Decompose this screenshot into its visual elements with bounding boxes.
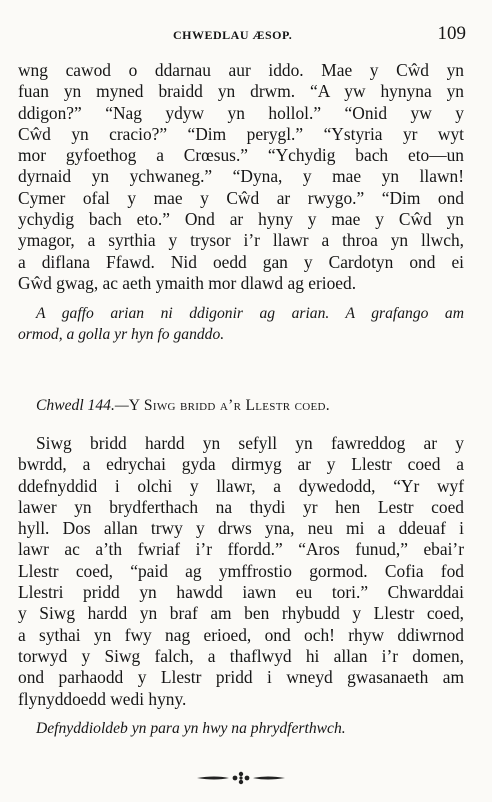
text-line: torwyd y Siwg falch, a thaflwyd hi allan i’r domen, <box>18 645 464 666</box>
text-line: Llestri pridd yn hawdd iawn eu tori.” Chwarddai <box>18 582 464 603</box>
text-line: y Siwg hardd yn braf am ben rhybudd y Llestr coed, <box>18 603 464 624</box>
text-line: mor gyfoethog a Crœsus.” “Ychydig bach eto—un <box>18 145 464 166</box>
ornament-divider <box>195 769 287 787</box>
text-line: ond parhaodd y Llestr pridd i wneyd gwasanaeth am <box>18 667 464 688</box>
text-line: ddefnyddid i olchi y llawr, a dywedodd, “Yr wyf <box>18 475 464 496</box>
running-title: CHWEDLAU ÆSOP. <box>173 28 293 42</box>
text-line: Cymer ofal y mae y Cŵd ar rwygo.” “Dim ond <box>18 187 464 208</box>
fable-name: Y Siwg bridd a’r Llestr coed. <box>128 397 330 414</box>
text-line: Llestr coed, “paid ag ymffrostio gormod. Cofia fod <box>18 560 464 581</box>
text-line: a diflana Ffawd. Nid oedd gan y Cardotyn ond ei <box>18 251 464 272</box>
fable-144-text <box>18 433 464 710</box>
text-line: ymagor, a syrthia y trysor i’r llawr a throa yn llwch, <box>18 230 464 251</box>
text-line: ychydig bach eto.” Ond ar hyny y mae y Cŵd yn <box>18 209 464 230</box>
fable-144-moral: Defnyddioldeb yn para yn hwy na phrydferthwch. <box>36 720 346 737</box>
text-line: lawr ac a’th fwriaf i’r ffordd.” “Aros funud,” ebai’r <box>18 539 464 560</box>
text-line: flynyddoedd wedi hyny. <box>18 688 187 709</box>
text-line: Cŵd yn cracio?” “Dim perygl.” “Ystyria yr wyt <box>18 123 464 144</box>
moral-line: A gaffo arian ni ddigonir ag arian. A grafango am <box>36 305 464 322</box>
page-number: 109 <box>437 23 466 44</box>
fable-title <box>36 397 330 415</box>
text-line: wng cawod o ddarnau aur iddo. Mae y Cŵd yn <box>18 60 464 80</box>
fable-number: Chwedl 144.— <box>36 397 129 414</box>
text-line: hyll. Dos allan trwy y drws yna, neu mi a ddeuaf i <box>18 518 464 539</box>
text-line: ddigon?” “Nag ydyw yn hollol.” “Onid yw y <box>18 102 464 123</box>
continued-fable-text <box>18 60 464 294</box>
text-line: bwrdd, a edrychai gyda dirmyg ar y Llestr coed a <box>18 454 464 475</box>
text-line: Gŵd gwag, ac aeth ymaith mor dlawd ag erioed. <box>18 272 357 293</box>
page-header <box>0 20 492 50</box>
continued-fable-moral <box>18 303 464 345</box>
text-line: dyrnaid yn ychwaneg.” “Dyna, y mae yn llawn! <box>18 166 464 187</box>
text-line: fuan yn myned braidd yn drwm. “A yw hynyna yn <box>18 81 464 102</box>
moral-line: ormod, a golla yr hyn fo ganddo. <box>18 326 225 343</box>
text-line: a sythai yn fwy nag erioed, ond och! rhyw ddiwrnod <box>18 624 464 645</box>
text-line: Siwg bridd hardd yn sefyll yn fawreddog ar y <box>36 433 464 453</box>
text-line: lawer yn brydferthach na thydi yr hen Lestr coed <box>18 496 464 517</box>
